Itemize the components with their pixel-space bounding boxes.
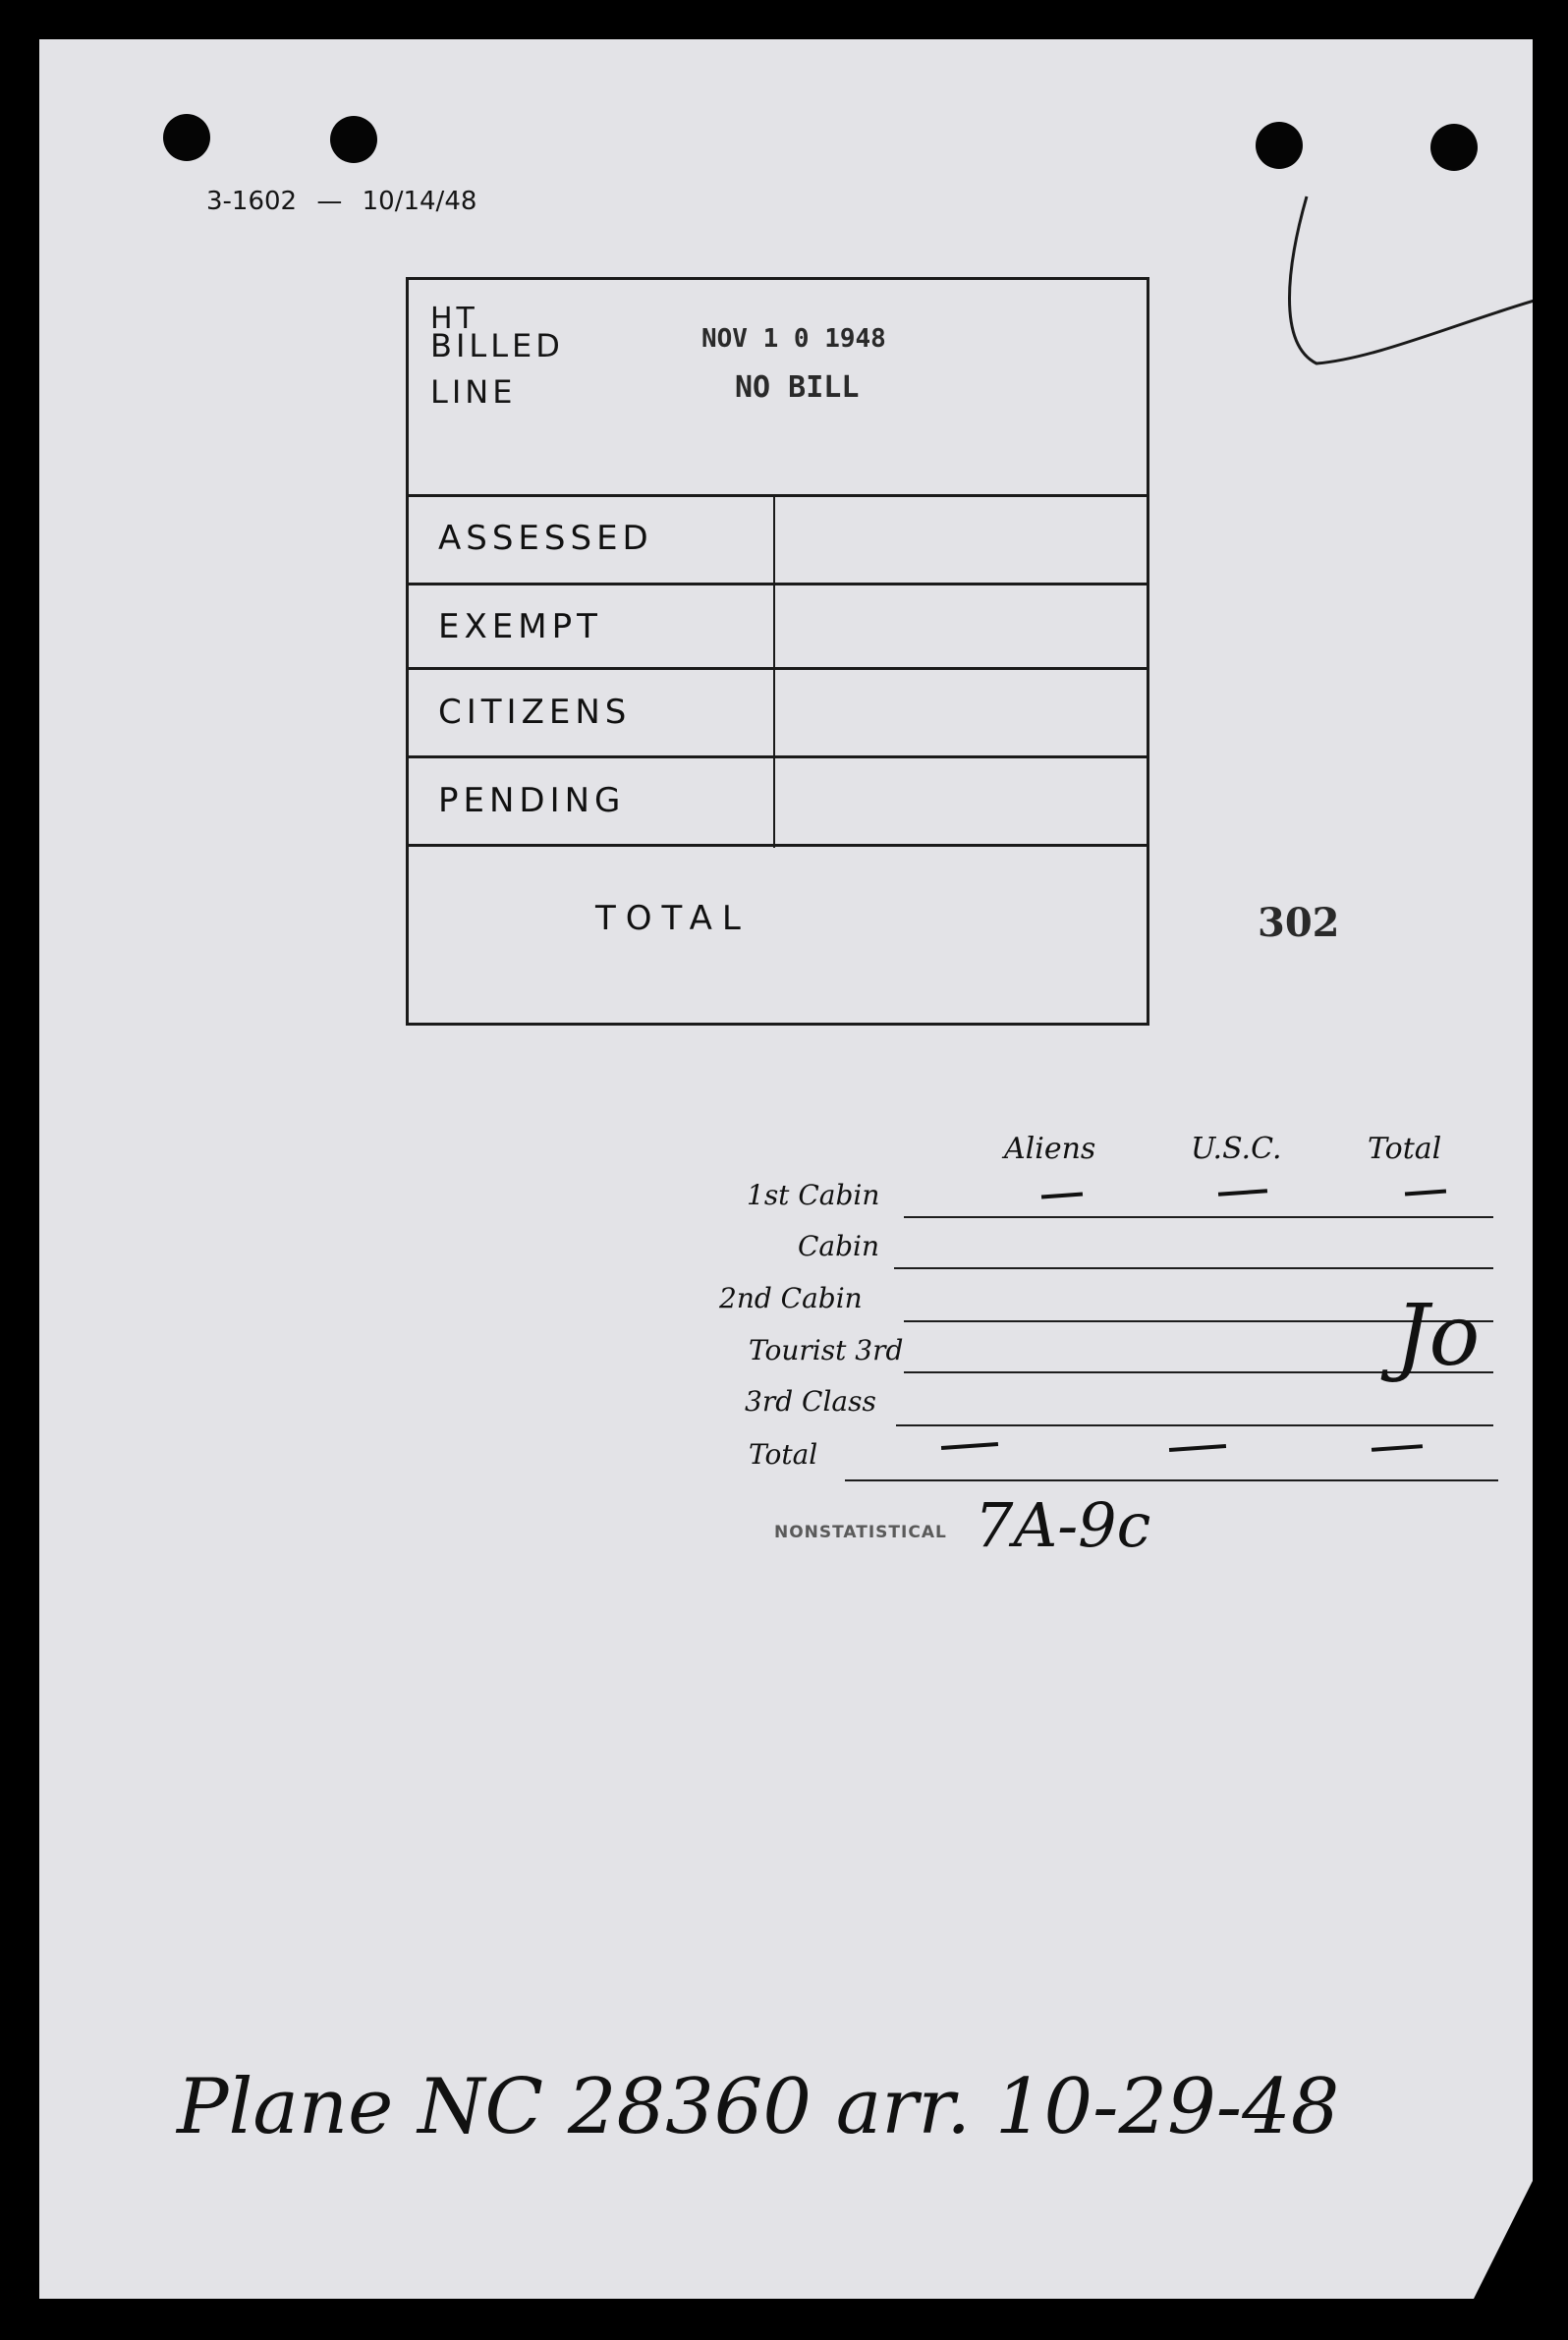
header-line-3: LINE [430,373,517,411]
corner-pencil-mark [1228,187,1533,413]
no-bill-stamp: NO BILL [735,370,860,405]
row-label-citizens: CITIZENS [438,693,632,732]
initials: Jo [1395,1287,1481,1385]
file-ref-date: 10/14/48 [362,187,477,216]
header-line-2: BILLED [430,327,564,364]
total-label: TOTAL [595,899,751,938]
dash-usc-total [1169,1444,1226,1452]
folded-corner [1474,2181,1533,2299]
dash-total-total [1372,1444,1423,1452]
ledger-row-1st-cabin: 1st Cabin [747,1179,880,1211]
column-aliens: Aliens [1004,1132,1096,1166]
billing-form-box [406,277,1149,1026]
punch-hole-3 [1256,122,1303,169]
punch-hole-2 [330,116,377,163]
nonstatistical-stamp: NONSTATISTICAL [774,1523,947,1542]
ledger-row-2nd-cabin: 2nd Cabin [719,1282,863,1314]
file-ref-number: 3-1602 [206,187,298,216]
number-stamp: 302 [1258,900,1340,946]
dash-usc-1st [1218,1189,1267,1196]
dash-aliens-1st [1041,1193,1083,1199]
date-stamp: NOV 1 0 1948 [701,324,886,354]
column-usc: U.S.C. [1191,1132,1282,1166]
punch-hole-4 [1430,124,1478,171]
document-page [39,39,1533,2299]
row-label-pending: PENDING [438,781,626,820]
row-label-exempt: EXEMPT [438,607,602,646]
file-reference: 3-1602 — 10/14/48 [206,187,477,216]
code-7a-9c: 7A-9c [975,1489,1151,1561]
row-label-assessed: ASSESSED [438,519,653,558]
punch-hole-1 [163,114,210,161]
ledger-row-cabin: Cabin [798,1230,880,1262]
ledger-row-tourist-3rd: Tourist 3rd [749,1334,904,1366]
dash-total-1st [1405,1190,1446,1197]
footer-note: Plane NC 28360 arr. 10-29-48 [177,2063,1340,2151]
header-line-1: HT [430,302,478,336]
ledger-row-3rd-class: 3rd Class [745,1385,876,1418]
column-total: Total [1368,1132,1442,1166]
dash-aliens-total [941,1442,998,1450]
ledger-row-total: Total [749,1438,818,1471]
